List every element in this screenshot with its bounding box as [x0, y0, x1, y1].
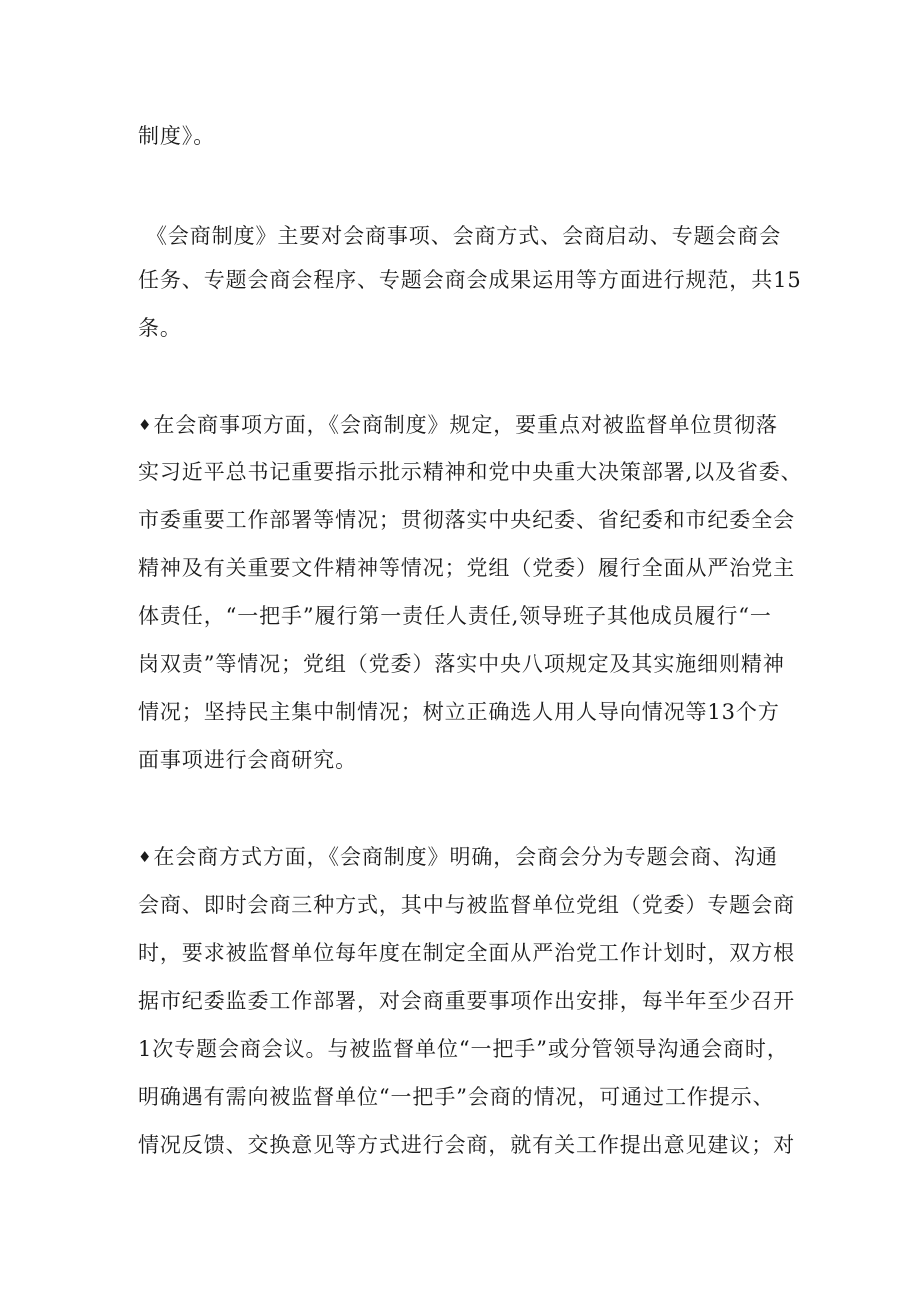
text-line: 1次专题会商会议。与被监督单位“一把手”或分管领导沟通会商时， — [138, 1037, 789, 1061]
text-line: 任务、专题会商会程序、专题会商会成果运用等方面进行规范，共15 — [138, 268, 802, 292]
text-line: 情况；坚持民主集中制情况；树立正确选人用人导向情况等13个方 — [138, 700, 780, 724]
text-line: 明确遇有需向被监督单位“一把手”会商的情况，可通过工作提示、 — [138, 1085, 775, 1109]
text-line: 实习近平总书记重要指示批示精神和党中央重大决策部署,以及省委、 — [138, 460, 803, 484]
text-span: 在会商事项方面，《会商制度》规定，要重点对被监督单位贯彻落 — [153, 413, 778, 437]
text-line: 条。 — [138, 316, 182, 340]
text-line: 时，要求被监督单位每年度在制定全面从严治党工作计划时，双方根 — [138, 941, 795, 965]
text-line: 会商、即时会商三种方式，其中与被监督单位党组（党委）专题会商 — [138, 893, 795, 917]
paragraph-first-line — [138, 410, 798, 440]
text-line: 据市纪委监委工作部署，对会商重要事项作出安排，每半年至少召开 — [138, 989, 795, 1013]
text-span: 在会商方式方面，《会商制度》明确，会商会分为专题会商、沟通 — [153, 845, 778, 869]
diamond-bullet-icon: ♦ — [138, 416, 153, 434]
text-line: 面事项进行会商研究。 — [138, 748, 357, 772]
text-line: 体责任，“一把手”履行第一责任人责任,领导班子其他成员履行“一 — [138, 604, 772, 628]
text-line: 市委重要工作部署等情况；贯彻落实中央纪委、省纪委和市纪委全会 — [138, 508, 795, 532]
text-line: 精神及有关重要文件精神等情况；党组（党委）履行全面从严治党主 — [138, 556, 795, 580]
text-line: 岗双责”等情况；党组（党委）落实中央八项规定及其实施细则精神 — [138, 652, 785, 676]
diamond-bullet-icon: ♦ — [138, 848, 153, 866]
paragraph-first-line: 《会商制度》主要对会商事项、会商方式、会商启动、专题会商会 — [146, 224, 782, 248]
paragraph-first-line — [138, 842, 798, 872]
text-line: 情况反馈、交换意见等方式进行会商，就有关工作提出意见建议；对 — [138, 1133, 795, 1157]
text-line: 制度》。 — [138, 124, 216, 148]
